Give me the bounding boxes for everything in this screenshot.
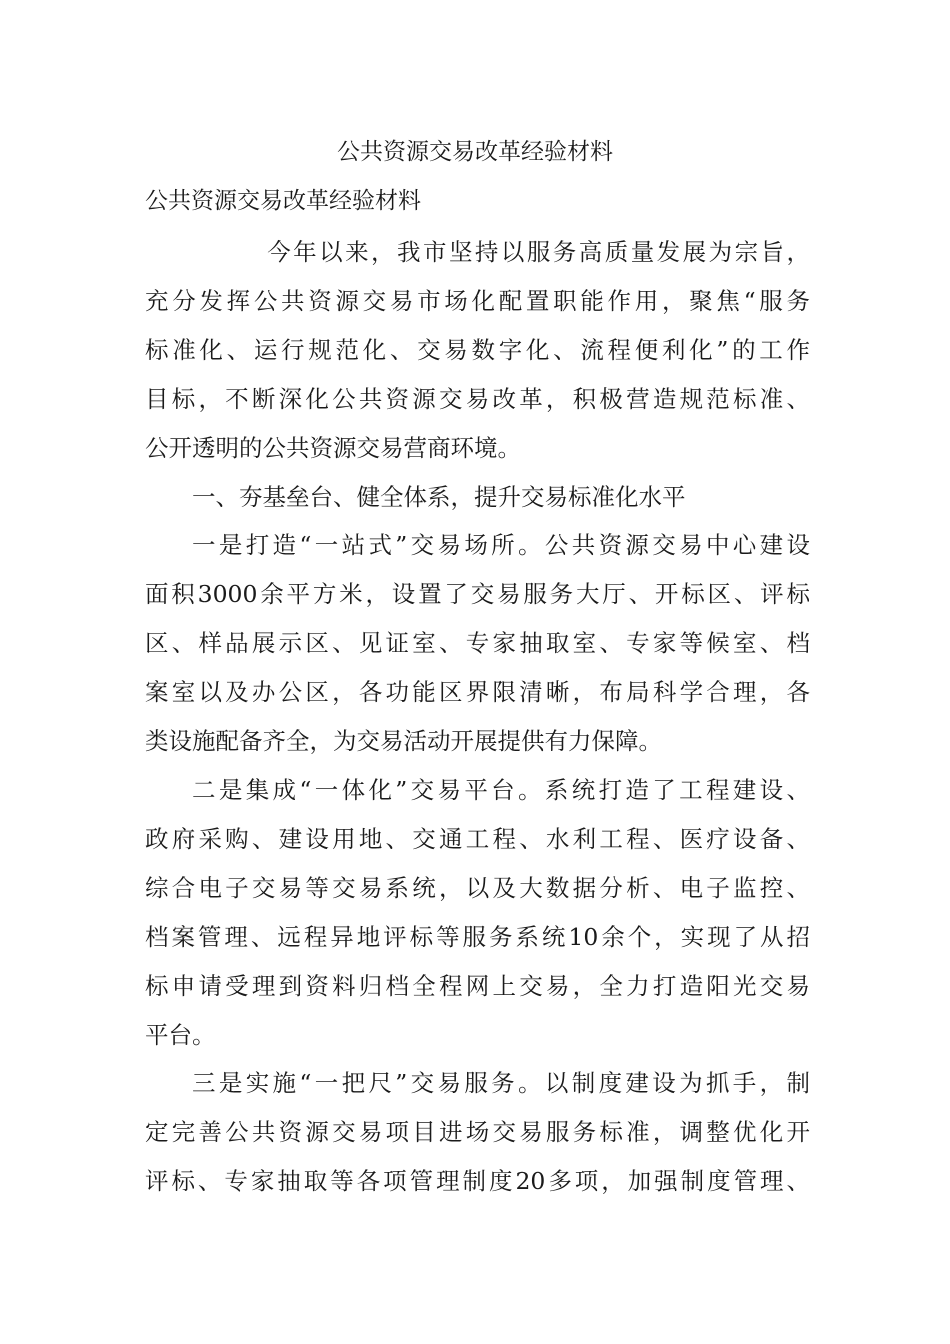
document-title: 公共资源交易改革经验材料 bbox=[337, 139, 613, 165]
paragraph-intro bbox=[145, 228, 810, 473]
paragraph-integrated-platform bbox=[145, 766, 810, 1059]
text-line: 政府采购、建设用地、交通工程、水利工程、医疗设备、 bbox=[145, 824, 810, 853]
text-line: 三是实施“一把尺”交易服务。以制度建设为抓手，制 bbox=[192, 1069, 810, 1098]
text-line: 档案管理、远程异地评标等服务系统10余个，实现了从招 bbox=[145, 922, 810, 951]
text-line: 平台。 bbox=[145, 1020, 216, 1049]
text-line: 面积3000余平方米，设置了交易服务大厅、开标区、评标 bbox=[145, 580, 810, 609]
document-subtitle: 公共资源交易改革经验材料 bbox=[145, 188, 421, 214]
text-line: 标准化、运行规范化、交易数字化、流程便利化”的工作 bbox=[145, 335, 810, 364]
text-line: 类设施配备齐全，为交易活动开展提供有力保障。 bbox=[145, 727, 662, 756]
text-line: 二是集成“一体化”交易平台。系统打造了工程建设、 bbox=[192, 775, 810, 804]
text-line: 综合电子交易等交易系统，以及大数据分析、电子监控、 bbox=[145, 873, 810, 902]
text-line: 区、样品展示区、见证室、专家抽取室、专家等候室、档 bbox=[145, 629, 810, 658]
paragraph-one-ruler bbox=[145, 1059, 810, 1206]
text-line: 定完善公共资源交易项目进场交易服务标准，调整优化开 bbox=[145, 1118, 810, 1147]
text-line: 目标，不断深化公共资源交易改革，积极营造规范标准、 bbox=[145, 384, 810, 413]
text-line: 案室以及办公区，各功能区界限清晰，布局科学合理，各 bbox=[145, 678, 810, 707]
text-line: 评标、专家抽取等各项管理制度20多项，加强制度管理、 bbox=[145, 1167, 810, 1196]
text-line: 标申请受理到资料归档全程网上交易，全力打造阳光交易 bbox=[145, 971, 810, 1000]
text-line: 今年以来，我市坚持以服务高质量发展为宗旨， bbox=[267, 238, 810, 266]
paragraph-one-stop bbox=[145, 521, 810, 766]
document-body bbox=[145, 228, 810, 1206]
text-line: 公开透明的公共资源交易营商环境。 bbox=[145, 433, 521, 462]
text-line: 充分发挥公共资源交易市场化配置职能作用，聚焦“服务 bbox=[145, 286, 810, 315]
text-line: 一、夯基垒台、健全体系，提升交易标准化水平 bbox=[192, 482, 686, 511]
text-line: 一是打造“一站式”交易场所。公共资源交易中心建设 bbox=[192, 531, 810, 560]
section-heading-1 bbox=[145, 473, 810, 522]
